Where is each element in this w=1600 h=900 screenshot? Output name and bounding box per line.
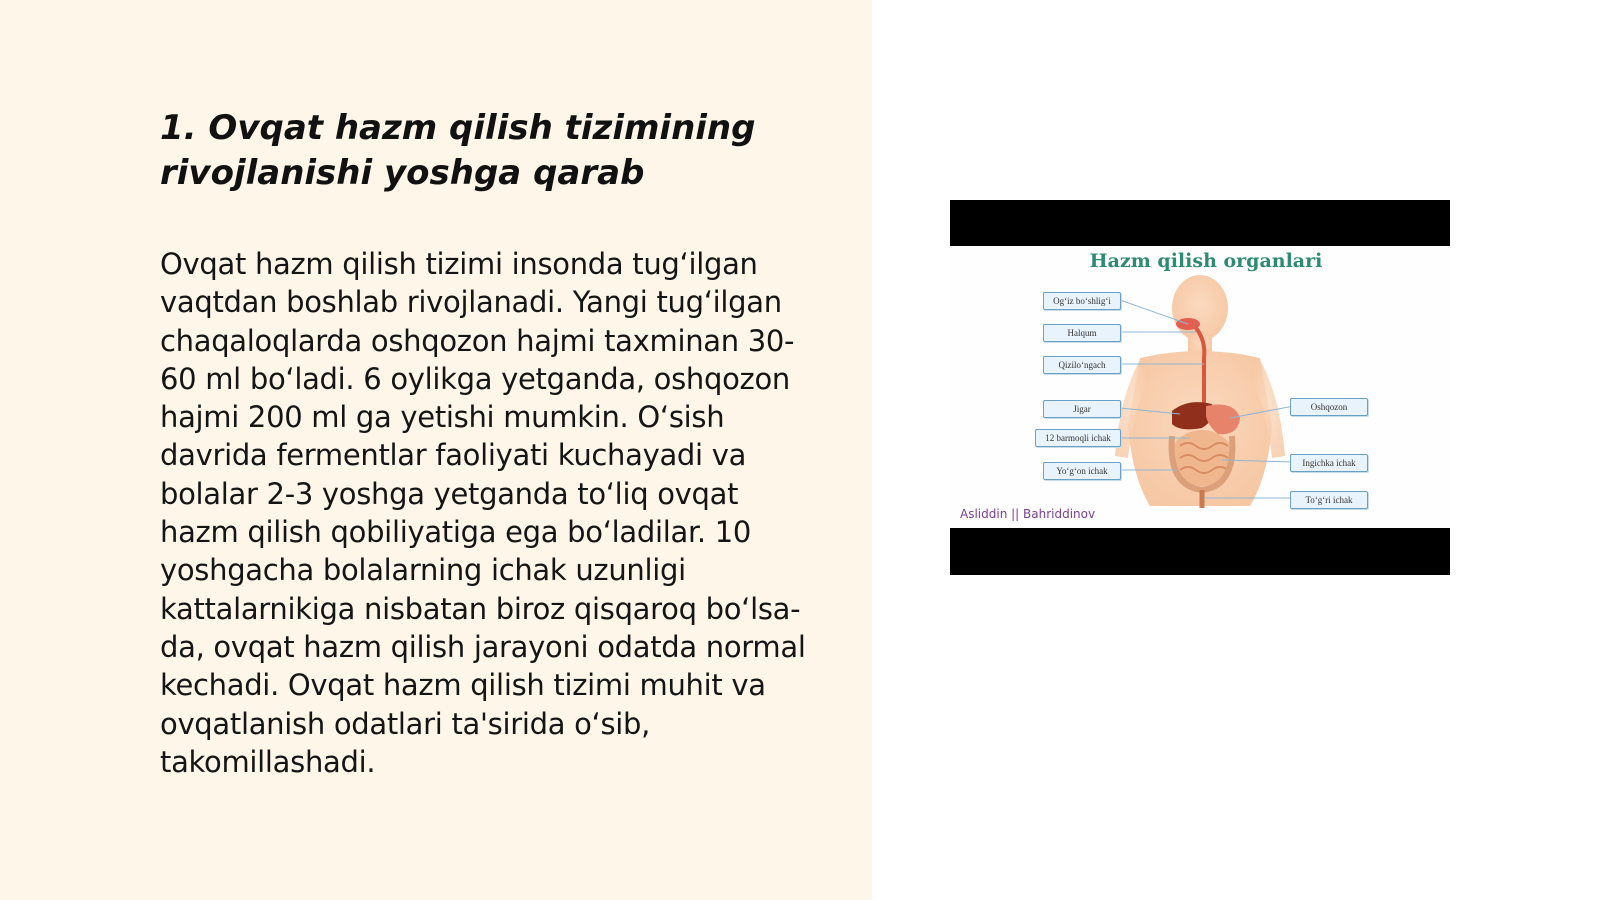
embedded-video[interactable]	[950, 200, 1450, 575]
label-large-intestine: Yo‘g‘on ichak	[1043, 462, 1121, 480]
label-mouth: Og‘iz bo‘shlig‘i	[1043, 292, 1121, 310]
label-duodenum: 12 barmoqli ichak	[1035, 429, 1121, 447]
label-small-intestine: Ingichka ichak	[1290, 454, 1368, 472]
human-body-illustration-icon	[950, 246, 1450, 528]
slide-title: 1. Ovqat hazm qilish tizimining rivojlanishi yoshga qarab	[160, 108, 756, 193]
label-stomach: Oshqozon	[1290, 398, 1368, 416]
label-pharynx: Halqum	[1043, 324, 1121, 342]
label-rectum: To‘g‘ri ichak	[1290, 491, 1368, 509]
label-liver: Jigar	[1043, 400, 1121, 418]
diagram-title: Hazm qilish organlari	[1089, 250, 1323, 272]
label-esophagus: Qizilo‘ngach	[1043, 356, 1121, 374]
video-thumbnail[interactable]	[950, 246, 1450, 528]
slide-body-text: Ovqat hazm qilish tizimi insonda tug‘ilgan vaqtdan boshlab rivojlanadi. Yangi tug‘ilgan chaqaloqlarda oshqozon hajmi taxminan 30- 60 ml bo‘ladi. 6 oylikga yetganda, oshqozon hajmi 200 ml ga yetishi mumkin. O‘sish davrida fermentlar faoliyati kuchayadi va bolalar 2-3 yoshga yetganda to‘liq ovqat hazm qilish qobiliyatiga ega bo‘ladilar. 10 yoshgacha bolalarning ichak uzunligi kattalarnikiga nisbatan biroz qisqaroq bo‘lsa- da, ovqat hazm qilish jarayoni odatda normal kechadi. Ovqat hazm qilish tizimi muhit va ovqatlanish odatlari ta'sirida o‘sib, takomillashadi.	[160, 247, 806, 779]
watermark: Asliddin || Bahriddinov	[960, 507, 1096, 521]
